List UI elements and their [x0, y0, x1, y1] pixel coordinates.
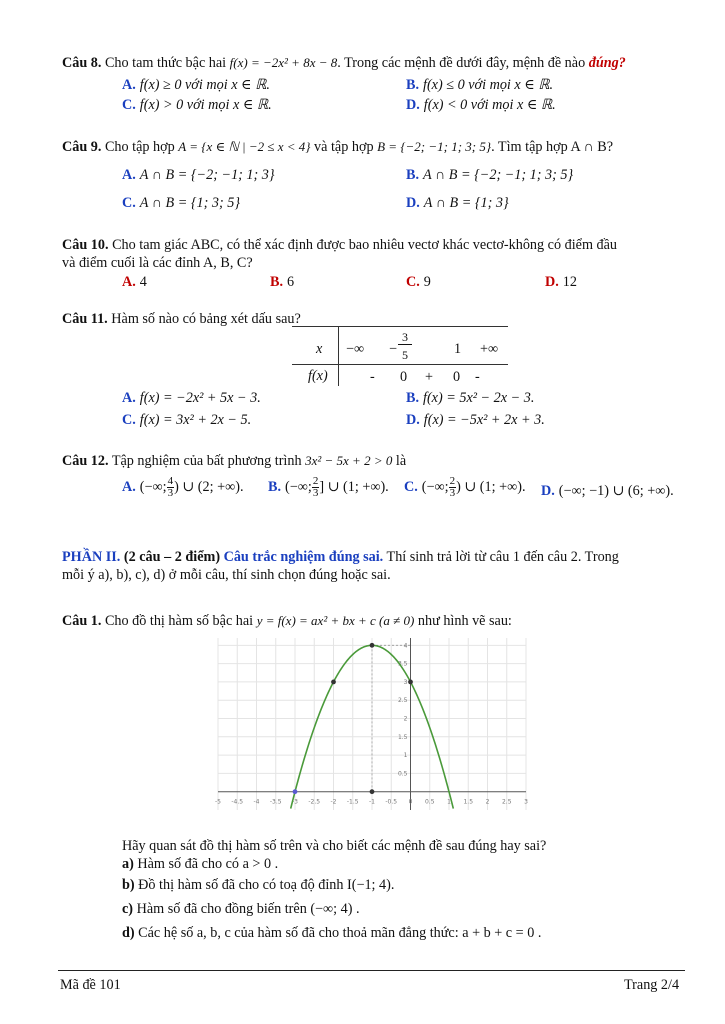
page-number: Trang 2/4	[624, 977, 680, 993]
q9-option-a[interactable]: A. A ∩ B = {−2; −1; 1; 3}	[122, 167, 275, 183]
q12-option-a[interactable]: A. (−∞; $\frac{4}{3}$ ) ∪ (2; +∞).	[122, 475, 244, 499]
question-8	[62, 54, 687, 72]
q10-option-a[interactable]: A. 4	[122, 274, 147, 290]
q8-option-b[interactable]: B. f(x) ≤ 0 với mọi x ∈ ℝ.	[406, 77, 554, 93]
x-tick-label: 1	[447, 798, 451, 806]
q8-option-a[interactable]: A. f(x) ≥ 0 với mọi x ∈ ℝ.	[122, 77, 270, 93]
q8-option-d[interactable]: D. f(x) < 0 với mọi x ∈ ℝ.	[406, 97, 556, 113]
graph-point	[293, 789, 298, 794]
x-tick-label: -2.5	[308, 798, 321, 806]
x-tick-label: -4.5	[231, 798, 244, 806]
part-2-header: PHẦN II. (2 câu – 2 điểm) Câu trắc nghiệm đúng sai. Thí sinh trả lời từ câu 1 đến câu 2. Trong mỗi ý a), b), c), d) ở mỗi câu, thí sinh chọn đúng hoặc sai.	[62, 549, 619, 583]
graph-point	[370, 643, 375, 648]
graph-point	[331, 680, 336, 685]
statement-d[interactable]: d) Các hệ số a, b, c của hàm số đã cho thoả mãn đẳng thức: a + b + c = 0 .	[122, 925, 542, 941]
part2-q1-prompt: Hãy quan sát đồ thị hàm số trên và cho biết các mệnh đề sau đúng hay sai?	[122, 838, 547, 854]
x-tick-label: -3.5	[269, 798, 282, 806]
question-12: Câu 12. Tập nghiệm của bất phương trình 3x² − 5x + 2 > 0 là	[62, 453, 407, 469]
x-tick-label: 2	[485, 798, 490, 806]
question-11: Câu 11. Hàm số nào có bảng xét dấu sau?	[62, 311, 301, 327]
q11-option-b[interactable]: B. f(x) = 5x² − 2x − 3.	[406, 390, 535, 406]
x-tick-label: 1.5	[463, 798, 474, 806]
parabola-graph	[212, 632, 532, 832]
question-8-stem: Câu 8. Cho tam thức bậc hai f(x) = −2x² + 8x − 8. Trong các mệnh đề dưới đây, mệnh đề nào đúng?	[62, 55, 626, 71]
q11-option-d[interactable]: D. f(x) = −5x² + 2x + 3.	[406, 412, 545, 428]
question-9: Câu 9. Cho tập hợp A = {x ∈ ℕ | −2 ≤ x < 4} và tập hợp B = {−2; −1; 1; 3; 5}. Tìm tập hợp A ∩ B?	[62, 139, 614, 155]
x-tick-label: -1.5	[346, 798, 359, 806]
statement-a[interactable]: a) Hàm số đã cho có a > 0 .	[122, 856, 279, 872]
q12-option-b[interactable]: B. (−∞; $\frac{2}{3}$ ] ∪ (1; +∞).	[268, 475, 389, 499]
x-tick-label: -2	[330, 798, 337, 806]
y-tick-label: 1	[403, 752, 408, 760]
footer-divider	[58, 970, 685, 971]
q9-option-b[interactable]: B. A ∩ B = {−2; −1; 1; 3; 5}	[406, 167, 574, 183]
q10-option-b[interactable]: B. 6	[270, 274, 295, 290]
x-tick-label: 0	[408, 798, 413, 806]
statement-b[interactable]: b) Đồ thị hàm số đã cho có toạ độ đỉnh I(−1; 4).	[122, 877, 395, 893]
q10-option-c[interactable]: C. 9	[406, 274, 431, 290]
y-tick-label: 1.5	[397, 733, 408, 741]
graph-point	[408, 680, 413, 685]
x-tick-label: -5	[215, 798, 221, 806]
y-tick-label: 0.5	[397, 770, 408, 778]
q9-option-c[interactable]: C. A ∩ B = {1; 3; 5}	[122, 195, 241, 211]
y-tick-label: 3	[403, 678, 408, 686]
y-tick-label: 3.5	[397, 660, 408, 668]
y-tick-label: 4	[403, 642, 408, 650]
x-tick-label: -4	[253, 798, 260, 806]
y-tick-label: 2.5	[397, 697, 408, 705]
q12-option-c[interactable]: C. (−∞; $\frac{2}{3}$ ) ∪ (1; +∞).	[404, 475, 526, 499]
q11-option-a[interactable]: A. f(x) = −2x² + 5x − 3.	[122, 390, 261, 406]
q11-option-c[interactable]: C. f(x) = 3x² + 2x − 5.	[122, 412, 252, 428]
question-10: Câu 10. Cho tam giác ABC, có thể xác định được bao nhiêu vectơ khác vectơ-không có điểm đầu và điểm cuối là các đỉnh A, B, C?	[62, 237, 618, 271]
x-tick-label: -0.5	[385, 798, 398, 806]
x-tick-label: -3	[292, 798, 298, 806]
sign-table: x −∞ − 3 5 1 +∞ f(x) - 0 + 0 -	[292, 326, 510, 386]
q8-option-c[interactable]: C. f(x) > 0 với mọi x ∈ ℝ.	[122, 97, 272, 113]
x-tick-label: 2.5	[501, 798, 512, 806]
statement-c[interactable]: c) Hàm số đã cho đồng biến trên (−∞; 4) .	[122, 901, 360, 917]
exam-code: Mã đề 101	[60, 977, 121, 993]
part2-question-1: Câu 1. Cho đồ thị hàm số bậc hai y = f(x) = ax² + bx + c (a ≠ 0) như hình vẽ sau:	[62, 613, 512, 629]
x-tick-label: -1	[369, 798, 375, 806]
q9-option-d[interactable]: D. A ∩ B = {1; 3}	[406, 195, 509, 211]
graph-point	[370, 789, 375, 794]
y-tick-label: 2	[403, 715, 408, 723]
question-label: Câu 8.	[62, 55, 102, 71]
x-tick-label: 0.5	[424, 798, 435, 806]
q10-option-d[interactable]: D. 12	[545, 274, 577, 290]
q12-option-d[interactable]: D. (−∞; −1) ∪ (6; +∞).	[541, 483, 674, 499]
x-tick-label: 3	[524, 798, 528, 806]
